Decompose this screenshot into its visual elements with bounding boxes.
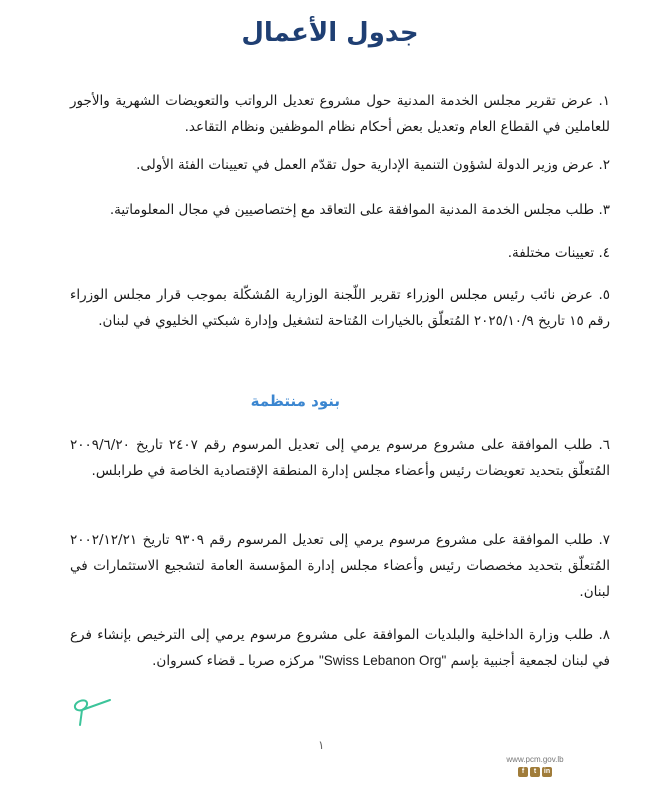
item-number: ١. bbox=[598, 93, 610, 109]
item-number: ٨. bbox=[598, 627, 610, 643]
agenda-item bbox=[70, 88, 610, 140]
website-link[interactable]: www.pcm.gov.lb bbox=[506, 755, 564, 764]
signature bbox=[70, 690, 130, 730]
twitter-icon[interactable]: t bbox=[530, 767, 540, 777]
agenda-item bbox=[70, 282, 610, 334]
item-number: ٧. bbox=[598, 532, 610, 548]
facebook-icon[interactable]: f bbox=[518, 767, 528, 777]
regular-item bbox=[70, 527, 610, 605]
footer bbox=[500, 755, 570, 777]
social-links bbox=[500, 767, 570, 777]
regular-item bbox=[70, 432, 610, 484]
item-number: ٤. bbox=[598, 245, 610, 261]
item-text: طلب الموافقة على مشروع مرسوم يرمي إلى تعديل المرسوم رقم ٢٤٠٧ تاريخ ٢٠٠٩/٦/٢٠ المُتعلّق بتحديد تعويضات رئيس وأعضاء مجلس إدارة المنطقة الإقتصادية الخاصة في طرابلس. bbox=[70, 437, 610, 479]
item-text-after: مركزه صربا ـ قضاء كسروان. bbox=[152, 653, 319, 669]
item-text: طلب مجلس الخدمة المدنية الموافقة على التعاقد مع إختصاصيين في مجال المعلوماتية. bbox=[109, 202, 595, 218]
item-text: طلب الموافقة على مشروع مرسوم يرمي إلى تعديل المرسوم رقم ٩٣٠٩ تاريخ ٢٠٠٢/١٢/٢١ المُتعلّق بتحديد مخصصات رئيس وأعضاء مجلس إدارة المؤسسة العامة لتشجيع الاستثمارات في لبنان. bbox=[70, 532, 610, 600]
item-number: ٢. bbox=[598, 157, 610, 173]
agenda-item bbox=[70, 197, 610, 223]
section-heading: بنود منتظمة bbox=[250, 392, 340, 410]
linkedin-icon[interactable]: in bbox=[543, 768, 551, 775]
item-text: تعيينات مختلفة. bbox=[507, 245, 595, 261]
organization-name: "Swiss Lebanon Org" bbox=[318, 653, 447, 668]
item-number: ٥. bbox=[598, 287, 610, 303]
page-number: ١ bbox=[318, 738, 325, 752]
agenda-item bbox=[70, 240, 610, 266]
item-number: ٦. bbox=[598, 437, 611, 453]
item-text-before: طلب وزارة الداخلية والبلديات الموافقة على مشروع مرسوم يرمي إلى الترخيص بإنشاء فرع في لبنان لجمعية أجنبية بإسم bbox=[70, 627, 610, 669]
regular-item bbox=[70, 622, 610, 674]
item-number: ٣. bbox=[598, 202, 610, 218]
item-text: عرض نائب رئيس مجلس الوزراء تقرير اللّجنة الوزارية المُشكّلة بموجب قرار مجلس الوزراء رقم ١٥ تاريخ ٢٠٢٥/١٠/٩ المُتعلّق بالخيارات المُتاحة لتشغيل وإدارة شبكتي الخليوي في لبنان. bbox=[70, 287, 610, 329]
agenda-item bbox=[70, 152, 610, 178]
page-title: جدول الأعمال bbox=[241, 18, 419, 48]
item-text: عرض تقرير مجلس الخدمة المدنية حول مشروع تعديل الرواتب والتعويضات الشهرية والأجور للعاملين في القطاع العام وتعديل بعض أحكام نظام الموظفين ونظام التقاعد. bbox=[70, 93, 610, 135]
item-text: عرض وزير الدولة لشؤون التنمية الإدارية حول تقدّم العمل في تعيينات الفئة الأولى. bbox=[136, 157, 595, 173]
